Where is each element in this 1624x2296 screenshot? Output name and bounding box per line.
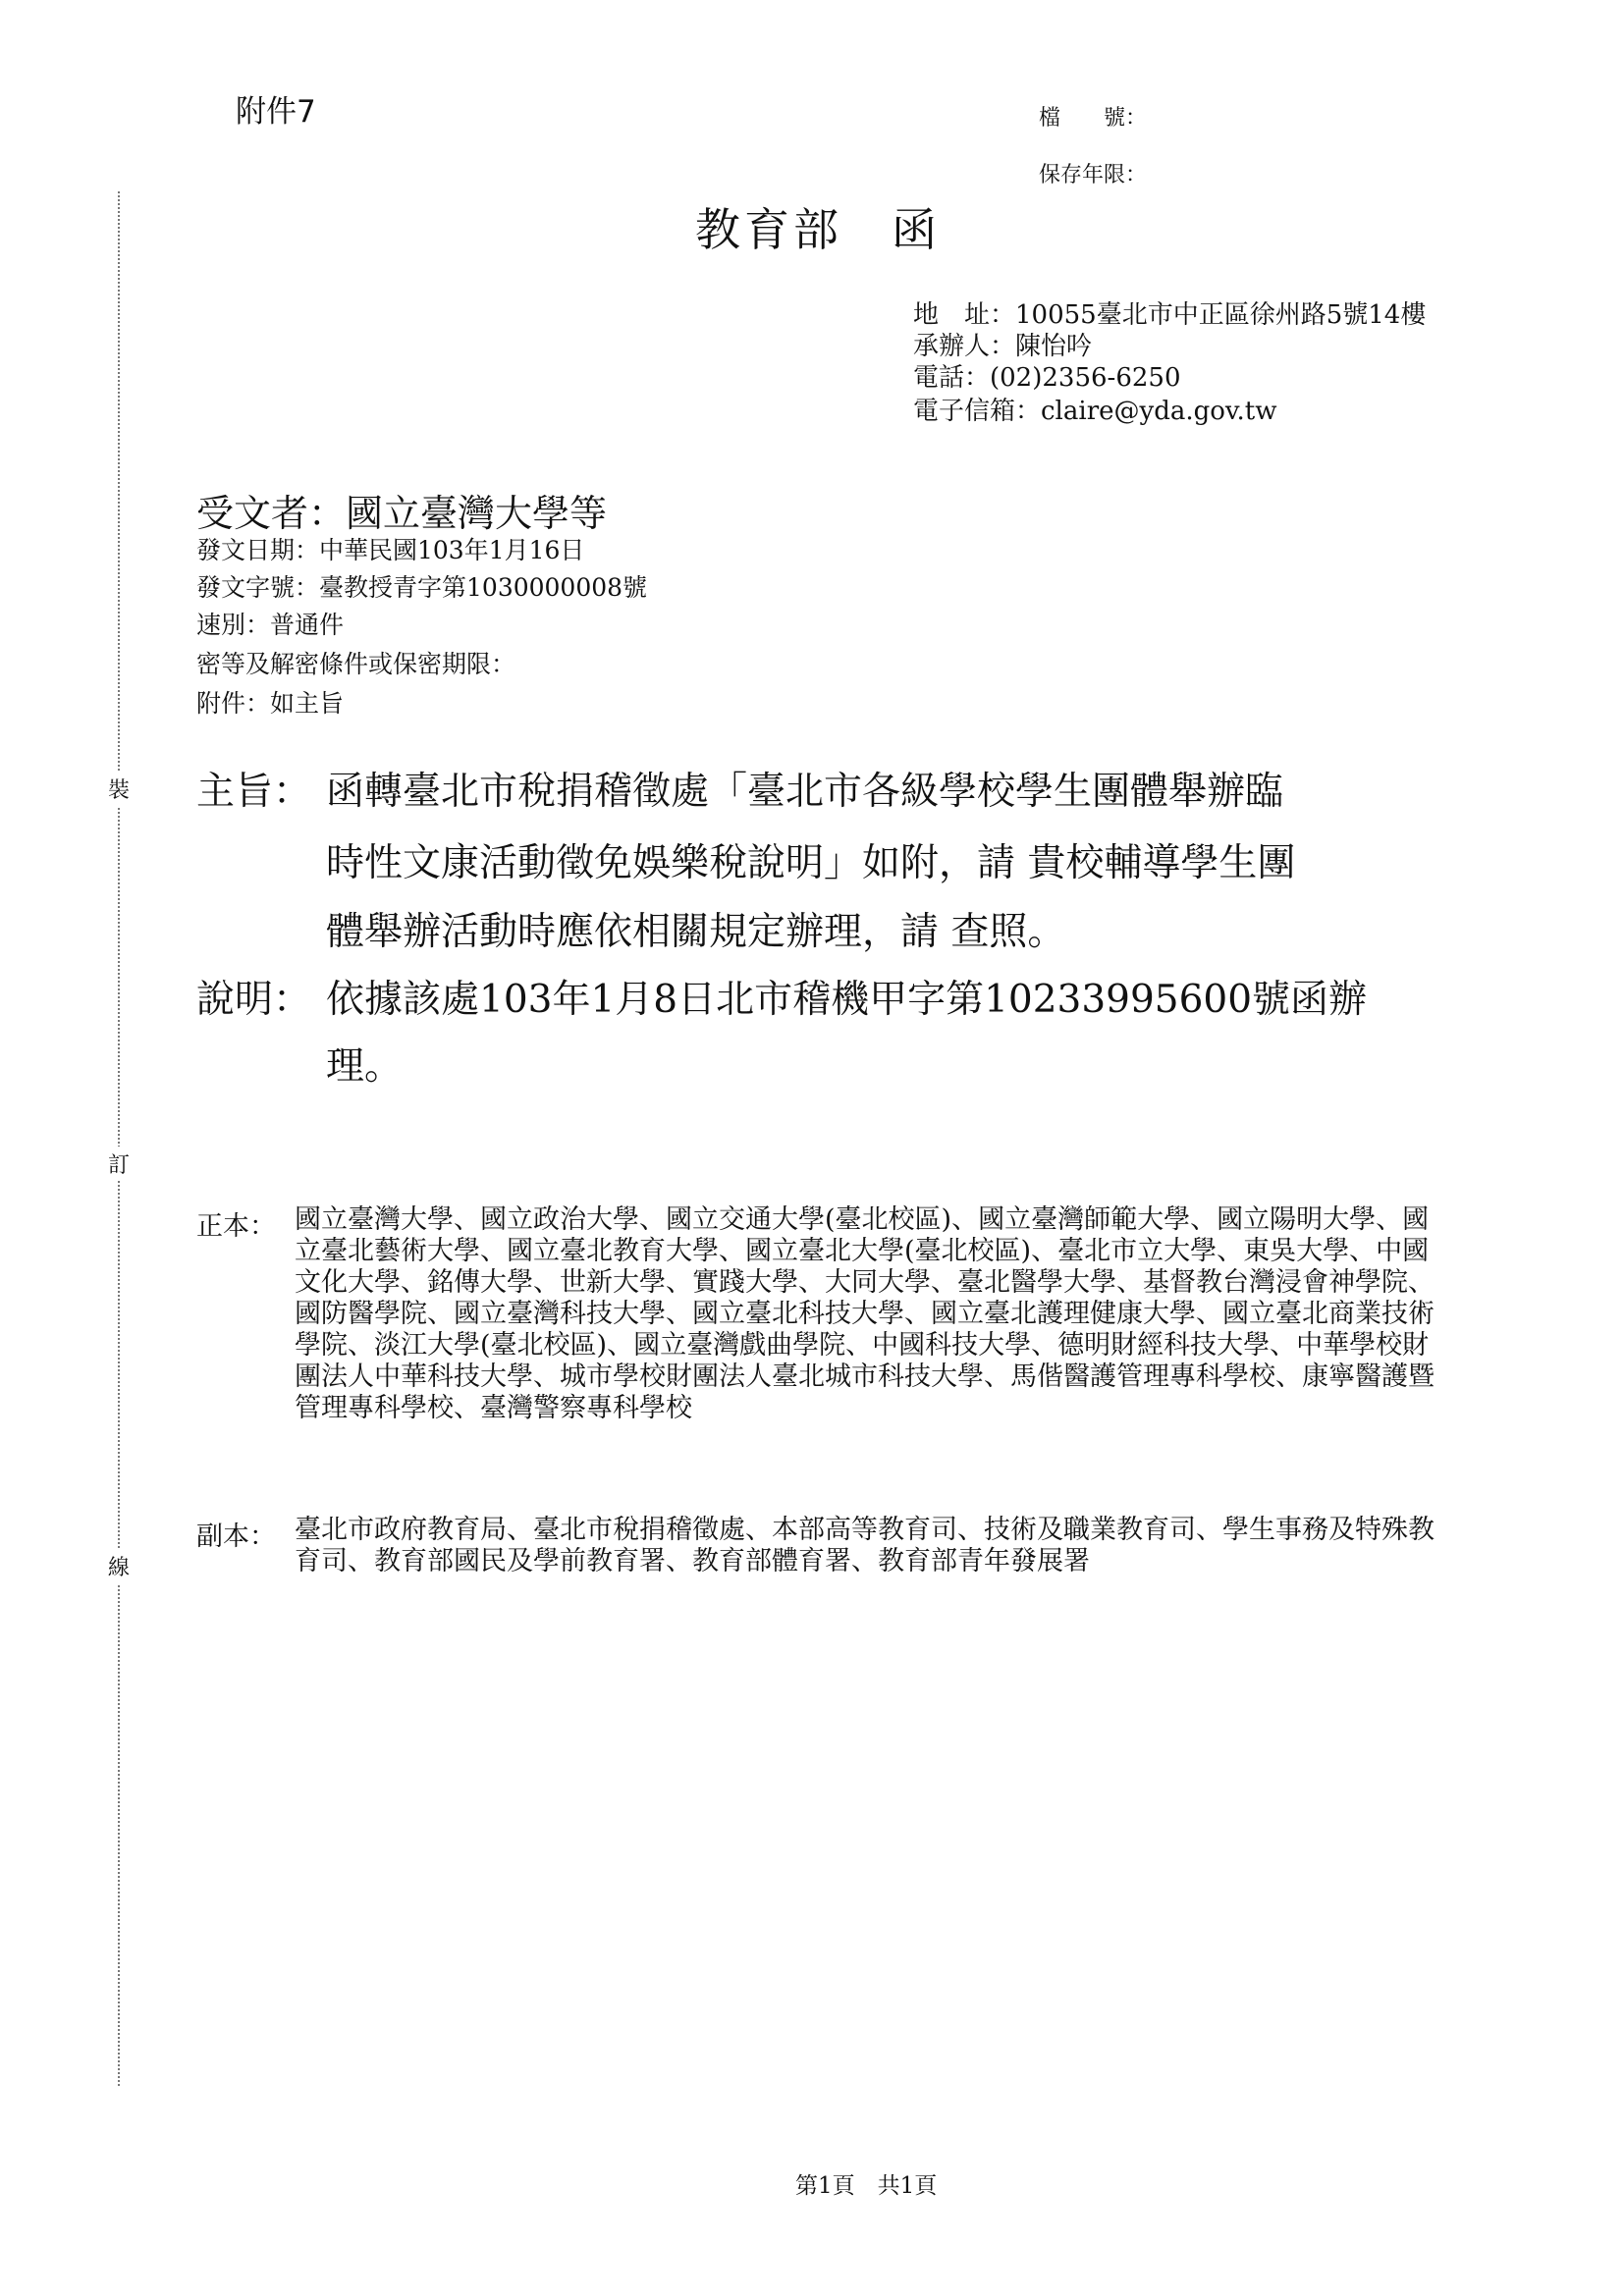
document-title: 教育部 函 — [695, 203, 941, 256]
attachment-label: 附件7 — [236, 94, 316, 130]
explanation-line: 理。 — [326, 1044, 404, 1089]
retention-period-label: 保存年限： — [1039, 163, 1148, 187]
original-copy-recipients: 國立臺灣大學、國立政治大學、國立交通大學(臺北校區)、國立臺灣師範大學、國立陽明大學、國立臺北藝術大學、國立臺北教育大學、國立臺北大學(臺北校區)、臺北市立大學、東吳大學、中國文化大學、銘傳大學、世新大學、實踐大學、大同大學、臺北醫學大學、基督教台灣浸會神學院、國防醫學院、國立臺灣科技大學、國立臺北科技大學、國立臺北護理健康大學、國立臺北商業技術學院、淡江大學(臺北校區)、國立臺灣戲曲學院、中國科技大學、德明財經科技大學、中華學校財團法人中華科技大學、城市學校財團法人臺北城市科技大學、馬偕醫護管理專科學校、康寧醫護暨管理專科學校、臺灣警察專科學校 — [295, 1204, 1435, 1423]
recipient: 受文者：國立臺灣大學等 — [196, 492, 608, 535]
secrecy-level: 密等及解密條件或保密期限： — [196, 650, 516, 678]
binding-mark: 訂 — [108, 1147, 130, 1181]
subject-line: 函轉臺北市稅捐稽徵處「臺北市各級學校學生團體舉辦臨 — [326, 770, 1284, 814]
sender-handler: 承辦人：陳怡吟 — [913, 332, 1093, 361]
document-number: 發文字號：臺教授青字第1030000008號 — [196, 573, 648, 602]
binding-mark: 線 — [108, 1549, 130, 1583]
page-number: 第1頁 共1頁 — [795, 2173, 938, 2199]
sender-address: 地 址：10055臺北市中正區徐州路5號14樓 — [913, 300, 1427, 330]
carbon-copy-label: 副本： — [196, 1522, 276, 1552]
explanation-label: 說明： — [196, 978, 312, 1022]
attachment-note: 附件：如主旨 — [196, 689, 345, 718]
delivery-speed: 速別：普通件 — [196, 611, 345, 639]
subject-line: 體舉辦活動時應依相關規定辦理，請 查照。 — [326, 910, 1066, 954]
binding-dotted-line — [118, 191, 120, 2086]
subject-label: 主旨： — [196, 770, 312, 814]
carbon-copy-recipients: 臺北市政府教育局、臺北市稅捐稽徵處、本部高等教育司、技術及職業教育司、學生事務及特殊教育司、教育部國民及學前教育署、教育部體育署、教育部青年發展署 — [295, 1515, 1435, 1576]
subject-line: 時性文康活動徵免娛樂稅說明」如附，請 貴校輔導學生團 — [326, 841, 1296, 885]
binding-mark: 裝 — [108, 772, 130, 806]
original-copy-label: 正本： — [196, 1211, 276, 1242]
sender-email: 電子信箱：claire@yda.gov.tw — [913, 397, 1277, 426]
file-number-label: 檔 號： — [1039, 106, 1148, 131]
explanation-line: 依據該處103年1月8日北市稽機甲字第10233995600號函辦 — [326, 978, 1368, 1022]
issue-date: 發文日期：中華民國103年1月16日 — [196, 536, 585, 564]
sender-phone: 電話：(02)2356-6250 — [913, 363, 1181, 393]
